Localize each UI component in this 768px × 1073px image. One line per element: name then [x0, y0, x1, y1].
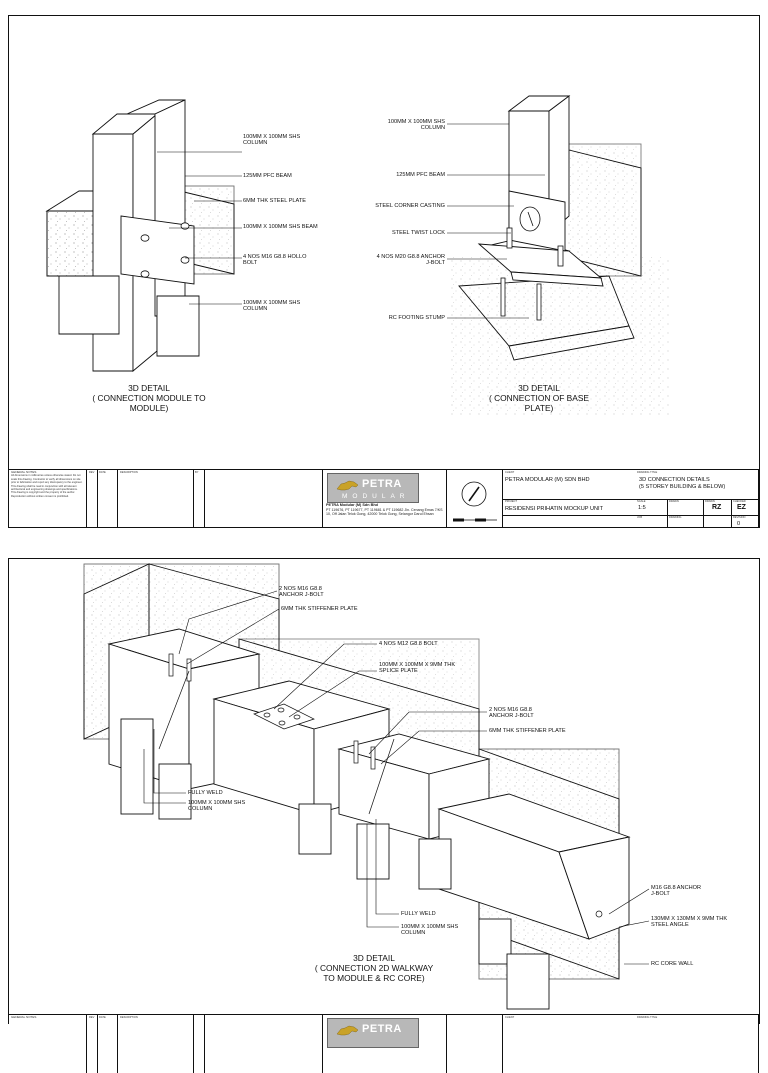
rev-header-date: DATE [99, 471, 106, 474]
callout-splice-plate: 100MM X 100MM X 9MM THK SPLICE PLATE [379, 662, 456, 675]
revision-label: REVISION [733, 516, 746, 519]
drawing-title-value: 3D CONNECTION DETAILS (5 STOREY BUILDING & BELOW) [639, 477, 726, 490]
callout-left-column: 100MM X 100MM SHS COLUMN [243, 134, 301, 147]
callout-left-pfc-beam: 125MM PFC BEAM [243, 173, 292, 179]
copyright-note: This drawing is copyright and the property of the author. Reproduction without written consent is prohibited. [11, 491, 76, 498]
caption-base-plate: 3D DETAIL ( CONNECTION OF BASE PLATE) [488, 383, 590, 413]
callout-rc-core-wall: RC CORE WALL [651, 961, 694, 967]
revision-value: 0 [737, 521, 741, 527]
callout-left-shs-beam: 100MM X 100MM SHS BEAM [243, 224, 318, 230]
north-arrow-panel [447, 470, 503, 528]
drawn-label: DRAWN [669, 500, 679, 503]
client-label-2: CLIENT [505, 1016, 515, 1019]
callout-stiffener-2: 6MM THK STIFFENER PLATE [489, 728, 566, 734]
title-block-2 [9, 1014, 759, 1073]
callout-right-column: 100MM X 100MM SHS COLUMN [387, 119, 445, 132]
callout-fully-weld-2: FULLY WELD [401, 911, 436, 917]
rev-header-rev-2: REV [89, 1016, 95, 1019]
callout-stiffener-1: 6MM THK STIFFENER PLATE [281, 606, 358, 612]
callout-steel-angle: 130MM X 130MM X 9MM THK STEEL ANGLE [651, 916, 728, 929]
logo-brand: PETRA [362, 478, 402, 490]
callout-left-steel-plate: 6MM THK STEEL PLATE [243, 198, 306, 204]
project-value: RESIDENSI PRIHATIN MOCKUP UNIT [505, 506, 604, 512]
company-name: PETRA Modular (M) Sdn Bhd [326, 503, 378, 507]
callout-right-anchor-bolt: 4 NOS M20 G8.8 ANCHOR J-BOLT [376, 254, 445, 267]
petra-logo [327, 473, 419, 503]
title-block [9, 469, 759, 528]
callout-m12-bolt: 4 NOS M12 G8.8 BOLT [379, 641, 438, 647]
job-label: JOB [637, 516, 643, 519]
checked-value: EZ [737, 504, 746, 511]
caption-walkway-connection: 3D DETAIL ( CONNECTION 2D WALKWAY TO MODULE & RC CORE) [314, 953, 434, 983]
north-arrow-icon [447, 470, 503, 528]
client-label: CLIENT [505, 471, 515, 474]
callout-right-corner-casting: STEEL CORNER CASTING [375, 203, 445, 209]
title-label: DRAWING TITLE [637, 471, 658, 474]
callout-fully-weld-1: FULLY WELD [188, 790, 223, 796]
rev-header-by: BY [195, 471, 199, 474]
callout-shs-column-2: 100MM X 100MM SHS COLUMN [401, 924, 459, 937]
callout-m16-anchor: M16 G8.8 ANCHOR J-BOLT [651, 885, 702, 898]
lion-icon [336, 478, 360, 492]
callout-anchor-jbolt-2: 2 NOS M16 G8.8 ANCHOR J-BOLT [489, 707, 534, 720]
callout-shs-column-1: 100MM X 100MM SHS COLUMN [188, 800, 246, 813]
company-address-block [326, 503, 444, 517]
callout-right-pfc-beam: 125MM PFC BEAM [396, 172, 445, 178]
notes-heading: GENERAL NOTES [11, 470, 37, 474]
title-label-2: DRAWING TITLE [637, 1016, 658, 1019]
rev-header-rev: REV [89, 471, 95, 474]
client-value: PETRA MODULAR (M) SDN BHD [505, 477, 590, 483]
rev-header-date-2: DATE [99, 1016, 106, 1019]
logo-sub: MODULAR [342, 493, 410, 500]
drawing-no-label: DRAWING [669, 516, 682, 519]
callout-anchor-jbolt-1: 2 NOS M16 G8.8 ANCHOR J-BOLT [279, 586, 324, 599]
logo-brand-2: PETRA [362, 1023, 402, 1035]
project-label: PROJECT [505, 500, 518, 503]
rev-header-description: DESCRIPTION [120, 471, 138, 474]
company-address: PT 119676, PT 119677, PT 119681 & PT 119682 Jln. Cenang Emas 7/KS 10, Off Jalan Telok Gong, 42000 Telok Gong, Selangor Darul Ehsan [326, 507, 443, 517]
callout-right-footing-stump: RC FOOTING STUMP [388, 315, 445, 321]
notes-text: All dimensions in millimetres unless otherwise stated. Do not scale this drawing. Contractor to verify all dimensions on site prior to fabrication and report any discrepancy to the engineer. This drawing shall be read in conjunction with all relevant architectural and engineering drawings and specifications. [11, 474, 83, 492]
callout-left-column-bottom: 100MM X 100MM SHS COLUMN [243, 300, 301, 313]
drawn-by-label: DRAWN [705, 500, 715, 503]
drawing-sheet-1 [8, 15, 760, 528]
drawing-info-panel [503, 470, 759, 528]
checked-label: CHECKED [733, 500, 746, 503]
revision-table [87, 470, 205, 528]
walkway-connection-drawing [9, 559, 759, 1014]
drawing-sheet-2 [8, 558, 760, 1035]
callout-right-twist-lock: STEEL TWIST LOCK [391, 230, 445, 236]
callout-left-hollo-bolt: 4 NOS M16 G8.8 HOLLO BOLT [243, 254, 307, 267]
scale-label: SCALE [637, 500, 646, 503]
notes-heading-2: GENERAL NOTES [11, 1015, 37, 1019]
rev-header-description-2: DESCRIPTION [120, 1016, 138, 1019]
blank-panel [205, 470, 323, 528]
lion-icon [336, 1023, 360, 1037]
general-notes [9, 470, 87, 528]
scale-value: 1:5 [638, 505, 646, 511]
petra-logo-2 [327, 1018, 419, 1048]
drawn-value: RZ [712, 504, 722, 511]
caption-module-to-module: 3D DETAIL ( CONNECTION MODULE TO MODULE) [92, 383, 206, 413]
company-logo-panel [323, 470, 447, 528]
